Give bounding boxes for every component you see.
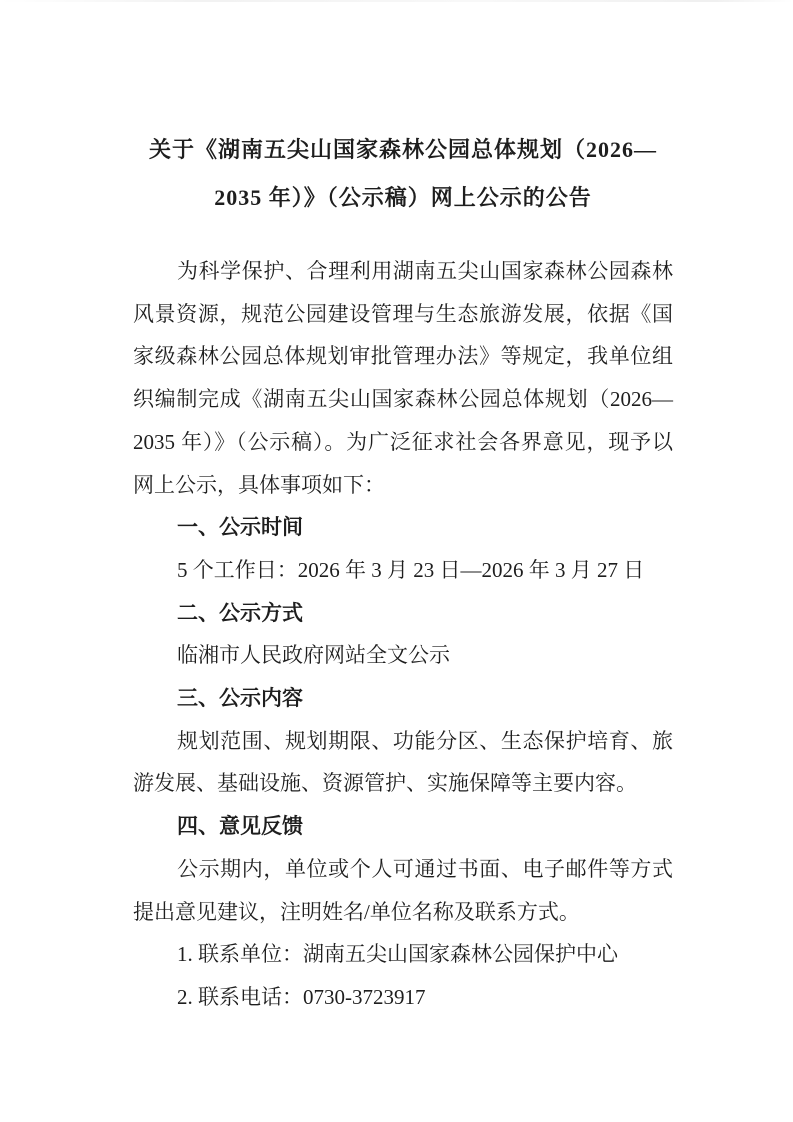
notice-content <box>133 126 673 1019</box>
contact-unit-line: 1. 联系单位：湖南五尖山国家森林公园保护中心 <box>177 942 618 967</box>
section-heading-publicity-method: 二、公示方式 <box>177 600 303 625</box>
section-heading-feedback: 四、意见反馈 <box>177 814 303 839</box>
section-body-feedback: 公示期内，单位或个人可通过书面、电子邮件等方式提出意见建议，注明姓名/单位名称及联系方式。 <box>133 856 673 924</box>
section-body-publicity-time: 5 个工作日：2026 年 3 月 23 日—2026 年 3 月 27 日 <box>177 557 645 582</box>
notice-title-line-1: 关于《湖南五尖山国家森林公园总体规划（2026— <box>148 137 657 162</box>
notice-title-line-2: 2035 年）》（公示稿）网上公示的公告 <box>214 185 592 210</box>
section-heading-publicity-content: 三、公示内容 <box>177 686 303 711</box>
notice-intro-paragraph: 为科学保护、合理利用湖南五尖山国家森林公园森林风景资源，规范公园建设管理与生态旅游发展，依据《国家级森林公园总体规划审批管理办法》等规定，我单位组织编制完成《湖南五尖山国家森林公园总体规划（2026—2035 年）》（公示稿）。为广泛征求社会各界意见，现予以网上公示，具体事项如下： <box>133 259 673 497</box>
contact-phone-line: 2. 联系电话：0730-3723917 <box>177 984 426 1009</box>
notice-body <box>133 250 673 1019</box>
section-body-publicity-method: 临湘市人民政府网站全文公示 <box>177 643 450 668</box>
section-heading-publicity-time: 一、公示时间 <box>177 515 303 540</box>
notice-title <box>133 126 673 222</box>
section-body-publicity-content: 规划范围、规划期限、功能分区、生态保护培育、旅游发展、基础设施、资源管护、实施保障等主要内容。 <box>133 728 673 796</box>
